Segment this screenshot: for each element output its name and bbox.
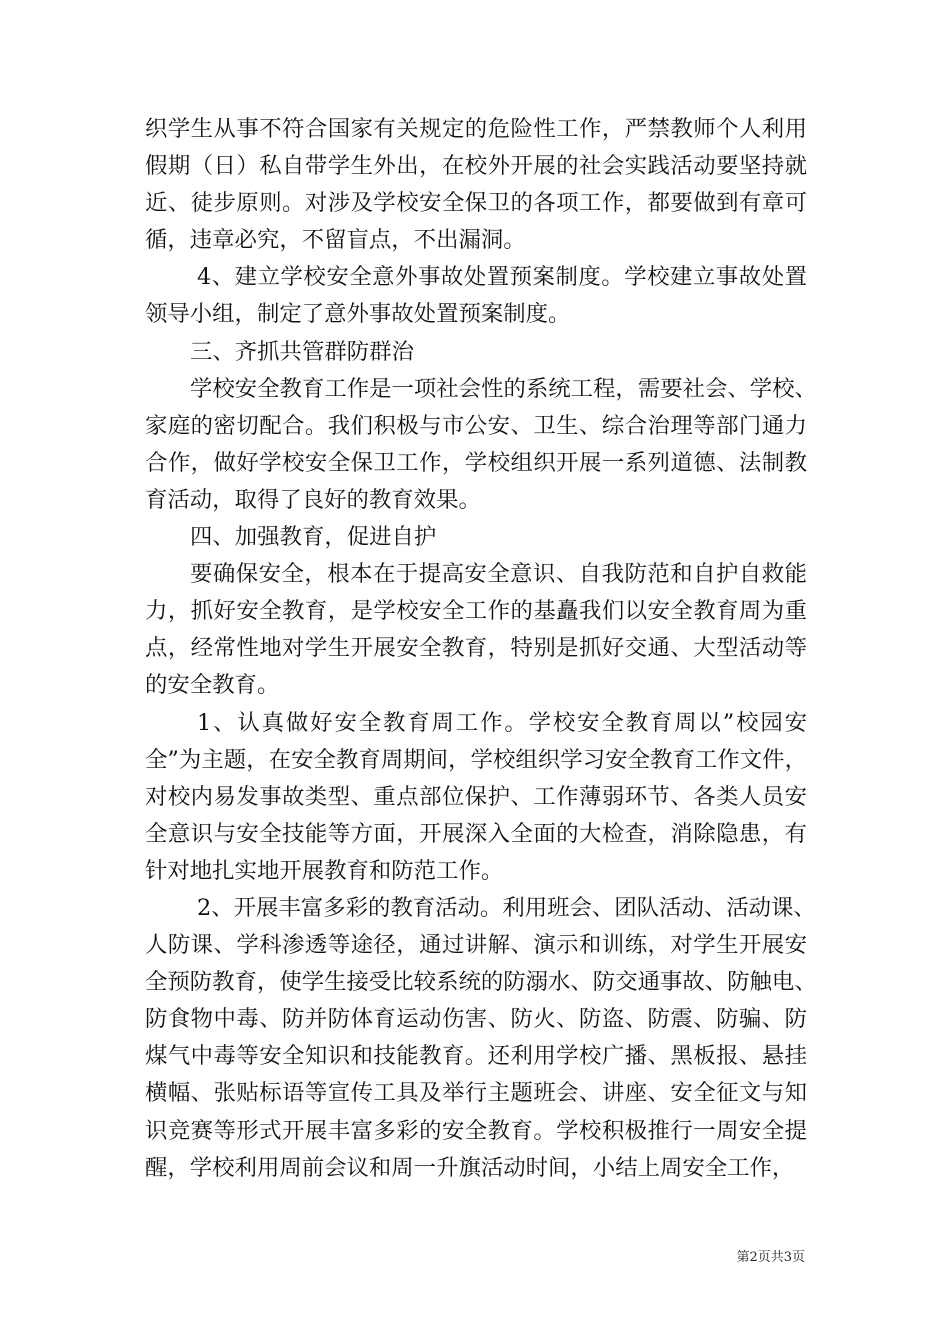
text-line: 醒，学校利用周前会议和周一升旗活动时间，小结上周安全工作， xyxy=(145,1154,795,1181)
text-line: 针对地扎实地开展教育和防范工作。 xyxy=(145,857,504,884)
text-line: 识竞赛等形式开展丰富多彩的安全教育。学校积极推行一周安全提 xyxy=(145,1117,807,1144)
text-line: 四、加强教育，促进自护 xyxy=(190,524,437,551)
text-line: 全意识与安全技能等方面，开展深入全面的大检查，消除隐患，有 xyxy=(145,820,807,847)
page-number: 第2页共3页 xyxy=(736,1250,805,1265)
text-line: 横幅、张贴标语等宣传工具及举行主题班会、讲座、安全征文与知 xyxy=(145,1080,807,1107)
text-line: 力，抓好安全教育，是学校安全工作的基矗我们以安全教育周为重 xyxy=(145,598,807,625)
text-line: 要确保安全，根本在于提高安全意识、自我防范和自护自救能 xyxy=(190,561,807,588)
text-line: 全”为主题，在安全教育周期间，学校组织学习安全教育工作文件， xyxy=(145,746,807,773)
text-line: 人防课、学科渗透等途径，通过讲解、演示和训练，对学生开展安 xyxy=(145,932,807,959)
text-line: 防食物中毒、防并防体育运动伤害、防火、防盗、防震、防骗、防 xyxy=(145,1006,807,1033)
text-line: 育活动，取得了良好的教育效果。 xyxy=(145,486,481,513)
text-line: 织学生从事不符合国家有关规定的危险性工作，严禁教师个人利用 xyxy=(145,116,807,142)
text-line: 2、开展丰富多彩的教育活动。利用班会、团队活动、活动课、 xyxy=(197,894,816,921)
text-line: 假期（日）私自带学生外出，在校外开展的社会实践活动要坚持就 xyxy=(145,153,807,180)
text-line: 学校安全教育工作是一项社会性的系统工程，需要社会、学校、 xyxy=(190,375,817,402)
text-line: 三、齐抓共管群防群治 xyxy=(190,338,414,365)
text-line: 循，违章必究，不留盲点，不出漏洞。 xyxy=(145,227,526,254)
text-line: 4、建立学校安全意外事故处置预案制度。学校建立事故处置 xyxy=(197,264,807,291)
text-line: 煤气中毒等安全知识和技能教育。还利用学校广播、黑板报、悬挂 xyxy=(145,1043,807,1070)
text-line: 近、徒步原则。对涉及学校安全保卫的各项工作，都要做到有章可 xyxy=(145,190,807,217)
text-line: 家庭的密切配合。我们积极与市公安、卫生、综合治理等部门通力 xyxy=(145,412,807,439)
document-body xyxy=(145,111,817,1187)
text-line: 领导小组，制定了意外事故处置预案制度。 xyxy=(145,301,571,328)
text-line: 合作，做好学校安全保卫工作，学校组织开展一系列道德、法制教 xyxy=(145,449,807,476)
text-line: 1、认真做好安全教育周工作。学校安全教育周以”校园安 xyxy=(197,709,807,736)
text-line: 的安全教育。 xyxy=(145,672,280,699)
text-line: 点，经常性地对学生开展安全教育，特别是抓好交通、大型活动等 xyxy=(145,635,807,662)
text-line: 对校内易发事故类型、重点部位保护、工作薄弱环节、各类人员安 xyxy=(145,783,807,810)
text-line: 全预防教育，使学生接受比较系统的防溺水、防交通事故、防触电、 xyxy=(145,969,817,996)
